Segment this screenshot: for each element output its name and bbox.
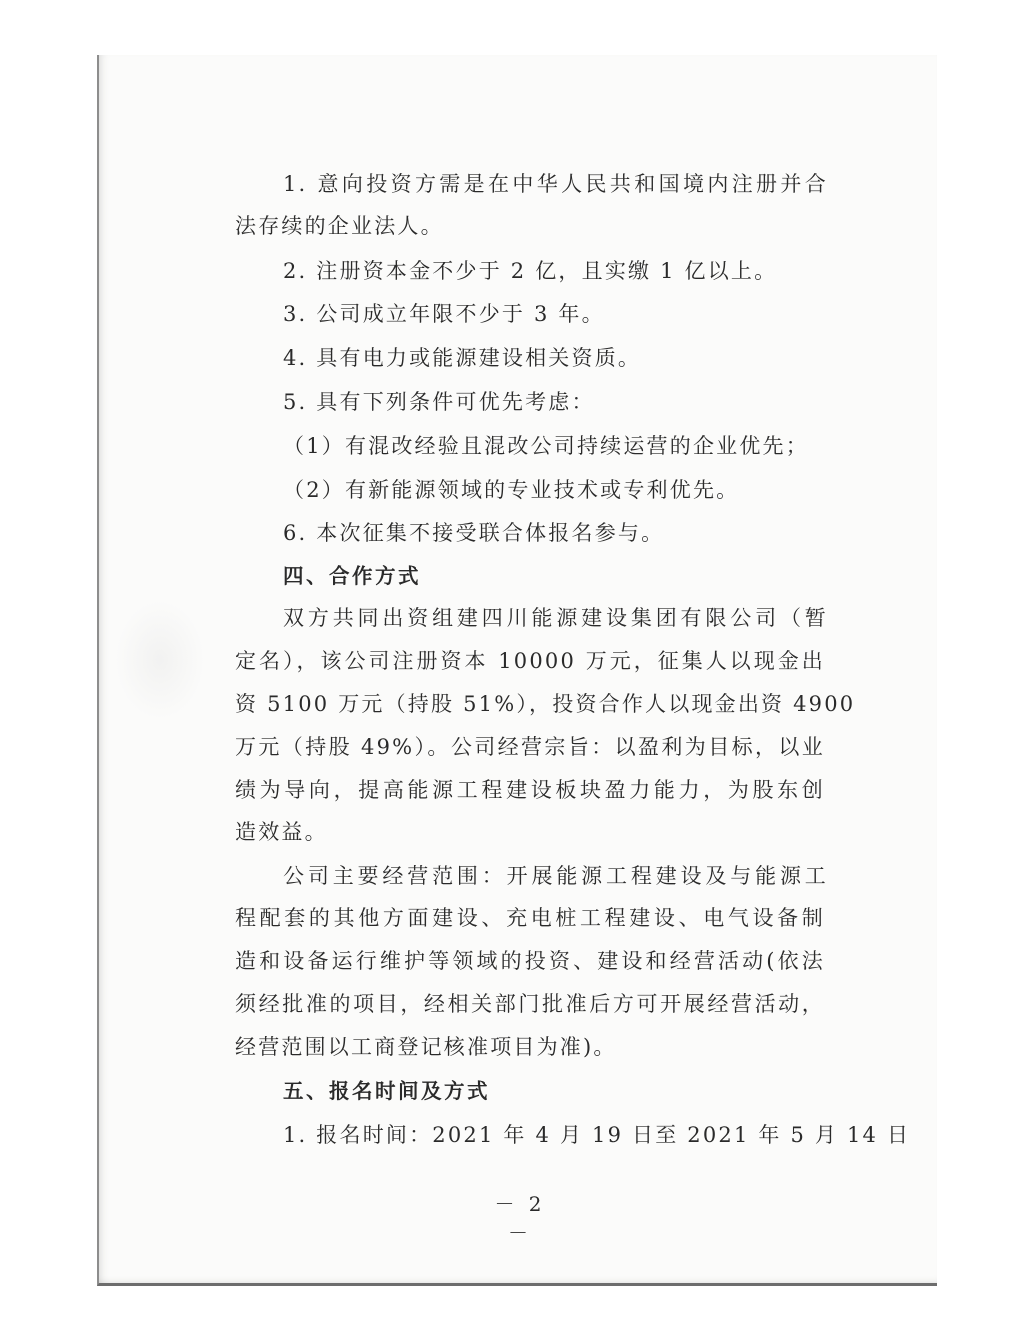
registration-time: 1. 报名时间：2021 年 4 月 19 日至 2021 年 5 月 14 日 bbox=[283, 1123, 911, 1147]
clause-1-line-1: 1. 意向投资方需是在中华人民共和国境内注册并合 bbox=[283, 172, 828, 196]
clause-3: 3. 公司成立年限不少于 3 年。 bbox=[283, 302, 605, 326]
business-scope-line-5: 经营范围以工商登记核准项目为准)。 bbox=[235, 1035, 617, 1059]
cooperation-paragraph-line-2: 定名），该公司注册资本 10000 万元，征集人以现金出 bbox=[235, 649, 825, 673]
cooperation-paragraph-line-4: 万元（持股 49%）。公司经营宗旨：以盈利为目标，以业 bbox=[235, 735, 825, 759]
cooperation-paragraph-line-1: 双方共同出资组建四川能源建设集团有限公司（暂 bbox=[283, 606, 828, 630]
business-scope-line-2: 程配套的其他方面建设、充电桩工程建设、电气设备制 bbox=[235, 906, 825, 930]
cooperation-paragraph-line-3: 资 5100 万元（持股 51%），投资合作人以现金出资 4900 bbox=[235, 692, 856, 716]
business-scope-line-3: 造和设备运行维护等领域的投资、建设和经营活动(依法 bbox=[235, 949, 825, 973]
faint-stamp-shadow bbox=[115, 600, 205, 720]
business-scope-line-4: 须经批准的项目，经相关部门批准后方可开展经营活动， bbox=[235, 992, 825, 1016]
clause-6: 6. 本次征集不接受联合体报名参与。 bbox=[283, 521, 665, 545]
page-number: － 2 － bbox=[494, 1192, 546, 1245]
clause-5-item-1: （1）有混改经验且混改公司持续运营的企业优先； bbox=[283, 434, 809, 458]
clause-5-item-2: （2）有新能源领域的专业技术或专利优先。 bbox=[283, 478, 740, 502]
section-heading-registration: 五、报名时间及方式 bbox=[283, 1079, 490, 1103]
clause-1-line-2: 法存续的企业法人。 bbox=[235, 214, 444, 238]
clause-4: 4. 具有电力或能源建设相关资质。 bbox=[283, 346, 642, 370]
business-scope-line-1: 公司主要经营范围：开展能源工程建设及与能源工 bbox=[283, 864, 828, 888]
cooperation-paragraph-line-6: 造效益。 bbox=[235, 820, 328, 844]
section-heading-cooperation: 四、合作方式 bbox=[283, 564, 421, 588]
clause-5: 5. 具有下列条件可优先考虑： bbox=[283, 390, 595, 414]
clause-2: 2. 注册资本金不少于 2 亿，且实缴 1 亿以上。 bbox=[283, 259, 778, 283]
cooperation-paragraph-line-5: 绩为导向，提高能源工程建设板块盈力能力，为股东创 bbox=[235, 778, 825, 802]
